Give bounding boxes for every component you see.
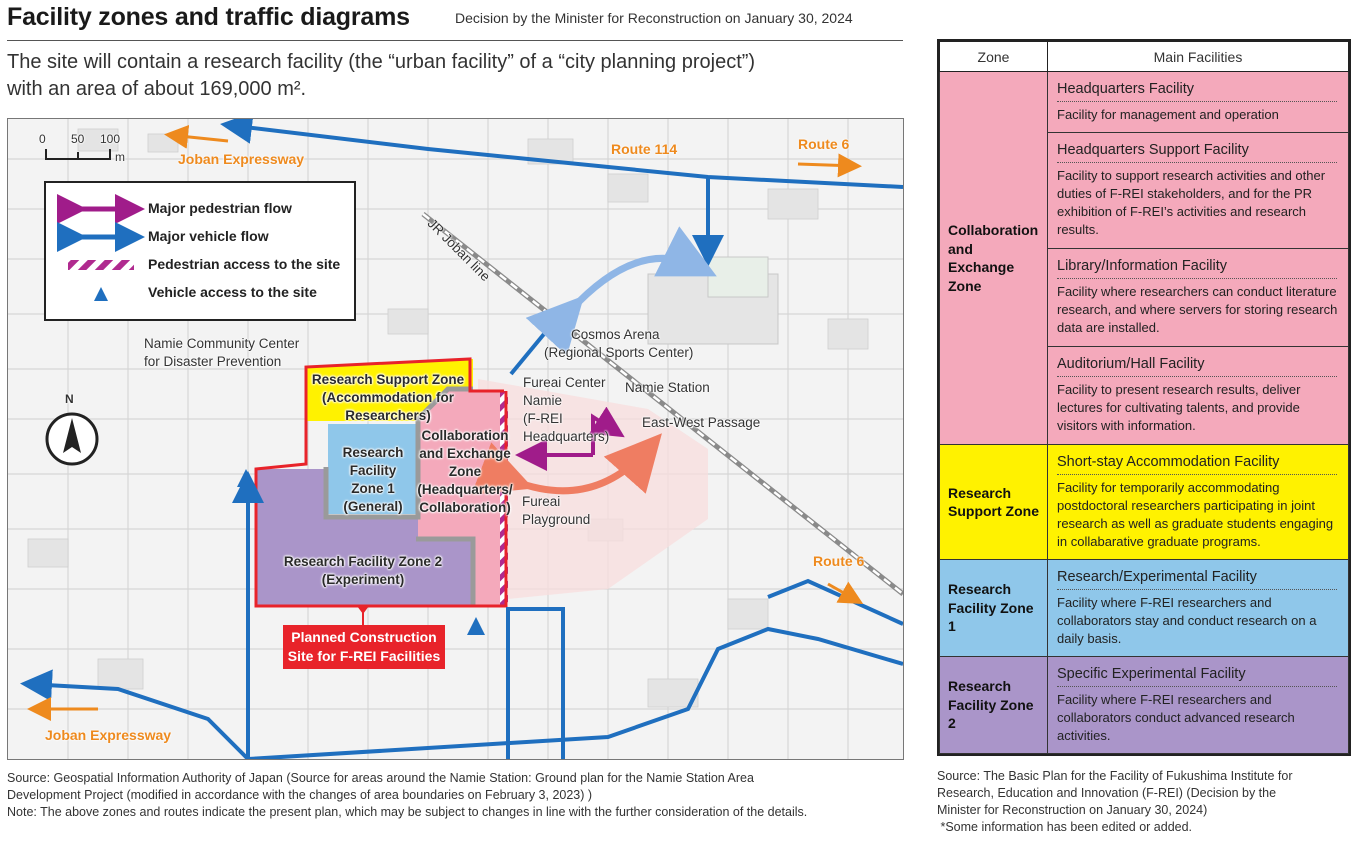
header-main-facilities: Main Facilities <box>1048 42 1349 72</box>
facility-title: Research/Experimental Facility <box>1057 563 1337 590</box>
label-jr-joban-line: JR Joban line <box>424 215 494 285</box>
intro-text <box>7 49 897 103</box>
legend-pedestrian-flow: Major pedestrian flow <box>148 200 292 216</box>
table-row <box>940 445 1349 560</box>
decision-note: Decision by the Minister for Reconstruction on January 30, 2024 <box>455 10 853 26</box>
label-fureai-playground-1: Fureai <box>522 494 561 509</box>
legend-vehicle-flow: Major vehicle flow <box>148 228 269 244</box>
label-namie-station: Namie Station <box>625 380 710 395</box>
table-row <box>940 560 1349 657</box>
intro-line-2: with an area of about 169,000 m². <box>7 78 307 100</box>
scale-zero: 0 <box>39 132 46 146</box>
facility-title: Specific Experimental Facility <box>1057 660 1337 687</box>
zone-facilities-table <box>937 39 1351 756</box>
facility-cell <box>1048 445 1349 560</box>
facility-description: Facility to present research results, deliver lectures for cultivating talents, and provide visitors with information. <box>1057 382 1301 433</box>
zone-cell-research-facility-2: Research Facility Zone 2 <box>940 657 1048 754</box>
page-title: Facility zones and traffic diagrams <box>7 3 410 31</box>
planned-construction-label: Planned Construction Site for F-REI Facilities <box>283 625 445 669</box>
label-route-114: Route 114 <box>611 141 678 157</box>
facility-description: Facility where F-REI researchers and collaborators conduct advanced research activities. <box>1057 691 1295 743</box>
zone-label-research-facility-2: Research Facility Zone 2 (Experiment) <box>283 554 443 587</box>
facility-description: Facility to support research activities and other duties of F-REI stakeholders, and for the PR exhibition of F-REI’s activities and research results. <box>1057 168 1326 237</box>
table-row <box>940 657 1349 754</box>
facility-title: Short-stay Accommodation Facility <box>1057 448 1337 475</box>
label-joban-expressway-bottom: Joban Expressway <box>45 727 172 743</box>
legend-vehicle-access: Vehicle access to the site <box>148 284 317 300</box>
table-row <box>940 72 1349 133</box>
site-map <box>7 118 904 760</box>
label-community-center-1: Namie Community Center <box>144 336 300 351</box>
label-cosmos-arena-1: Cosmos Arena <box>571 327 660 342</box>
facility-cell <box>1048 347 1349 445</box>
facility-description: Facility for temporarily accommodating postdoctoral researchers participating in joint research as well as graduate students engaging in collabarative graduate programs. <box>1057 479 1334 549</box>
north-arrow <box>47 414 97 464</box>
table-source-note: Source: The Basic Plan for the Facility of Fukushima Institute for Research, Education and Innovation (F-REI) (Decision by the Minister for Reconstruction on January 30, 2024) *Some information has been edited or added. <box>937 769 1293 834</box>
label-fureai-playground-2: Playground <box>522 512 591 527</box>
facility-cell <box>1048 657 1349 754</box>
table-header-row <box>940 42 1349 72</box>
intro-line-1: The site will contain a research facility (the “urban facility” of a “city planning project”) <box>7 51 756 73</box>
label-fureai-center-2: Namie <box>523 393 563 408</box>
facility-cell <box>1048 72 1349 133</box>
facility-cell <box>1048 560 1349 657</box>
zone-label-research-facility-1: Research Facility Zone 1 (General) <box>342 445 404 514</box>
zone-label-research-support: Research Support Zone (Accommodation for Researchers) <box>311 372 465 423</box>
facility-title: Auditorium/Hall Facility <box>1057 350 1337 377</box>
legend-pedestrian-access: Pedestrian access to the site <box>148 256 341 272</box>
zone-label-collaboration: Collaboration and Exchange Zone (Headquarters/ Collaboration) <box>417 428 513 515</box>
construction-pointer <box>357 606 369 614</box>
green-area <box>708 257 768 297</box>
map-legend <box>44 181 356 321</box>
vehicle-access-marker <box>237 469 255 487</box>
facility-title: Headquarters Support Facility <box>1057 136 1337 163</box>
map-source-note: Source: Geospatial Information Authority of Japan (Source for areas around the Namie Station: Ground plan for the Namie Station Area Development Project (modified in accordance with the changes of area boundaries on February 3, 2023) ) Note: The above zones and routes indicate the present plan, which may be subject to changes in line with the further consideration of the details. <box>7 771 808 819</box>
title-divider <box>7 40 903 41</box>
facility-cell <box>1048 249 1349 347</box>
zone-cell-collaboration: Collaboration and Exchange Zone <box>940 72 1048 445</box>
label-route-6-right: Route 6 <box>813 553 865 569</box>
facility-description: Facility for management and operation <box>1057 106 1279 122</box>
facility-description: Facility where F-REI researchers and collaborators stay and conduct research on a daily basis. <box>1057 594 1317 646</box>
label-fureai-center-4: Headquarters) <box>523 429 610 444</box>
facility-description: Facility where researchers can conduct literature research, and where servers for storing research data are installed. <box>1057 284 1338 335</box>
north-label: N <box>65 392 74 406</box>
label-cosmos-arena-2: (Regional Sports Center) <box>544 345 694 360</box>
facility-title: Headquarters Facility <box>1057 75 1337 102</box>
scale-fifty: 50 <box>71 132 85 146</box>
vehicle-access-marker <box>467 617 485 635</box>
header-zone: Zone <box>940 42 1048 72</box>
zone-cell-research-support: Research Support Zone <box>940 445 1048 560</box>
label-fureai-center-3: (F-REI <box>523 411 563 426</box>
label-east-west-passage: East-West Passage <box>642 415 761 430</box>
scale-hundred: 100 <box>100 132 121 146</box>
label-joban-expressway-top: Joban Expressway <box>178 151 305 167</box>
label-community-center-2: for Disaster Prevention <box>144 354 282 369</box>
scale-unit: m <box>115 150 125 164</box>
zone-cell-research-facility-1: Research Facility Zone 1 <box>940 560 1048 657</box>
facility-cell <box>1048 133 1349 249</box>
label-fureai-center-1: Fureai Center <box>523 375 606 390</box>
label-route-6-top: Route 6 <box>798 136 850 152</box>
facility-title: Library/Information Facility <box>1057 252 1337 279</box>
